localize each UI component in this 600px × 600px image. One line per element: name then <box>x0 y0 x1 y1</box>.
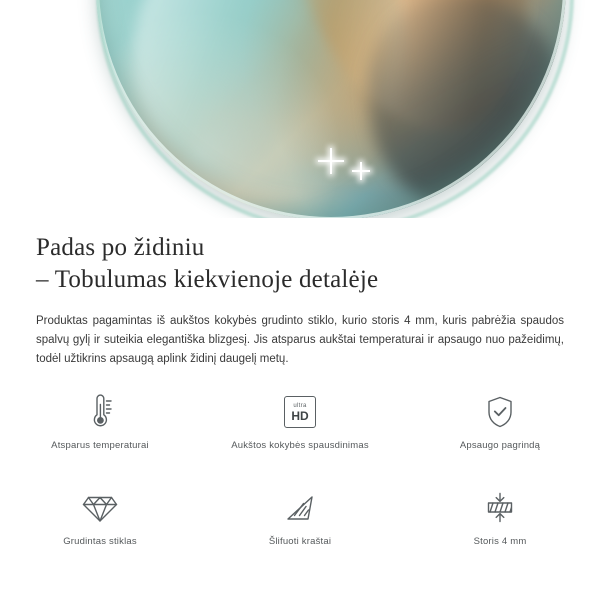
ultra-hd-icon <box>284 390 316 434</box>
headline-line-1: Padas po židiniu <box>36 234 205 261</box>
page-title <box>0 218 600 296</box>
feature-label: Storis 4 mm <box>473 536 527 547</box>
feature-label: Apsaugo pagrindą <box>459 440 541 451</box>
ultra-hd-badge-top: ultra <box>293 402 307 409</box>
ultra-hd-badge-bottom: HD <box>291 408 309 423</box>
feature-item-polished-edges <box>200 486 400 564</box>
round-glass-pad-image <box>96 0 566 218</box>
polished-edges-icon <box>281 486 319 530</box>
thickness-arrows-icon <box>481 486 519 530</box>
headline-line-2: – Tobulumas kiekvienoje detalėje <box>36 266 379 293</box>
body-paragraph: Produktas pagamintas iš aukštos kokybės grudinto stiklo, kurio storis 4 mm, kuris pabrėžia spaudos spalvų gylį ir suteikia elegantiška blizgesį. Jis atsparus aukštai temperaturai ir apsaugo nuo pažeidimų, todėl užtikrins apsaugą aplink židinį daugelį metų. <box>36 315 564 365</box>
feature-label: Aukštos kokybės spausdinimas <box>231 440 369 451</box>
feature-item-surface-protection <box>400 390 600 468</box>
feature-label: Šlifuoti kraštai <box>268 536 332 547</box>
feature-item-temperature <box>0 390 200 468</box>
feature-item-print-quality <box>200 390 400 468</box>
text-content <box>0 218 600 369</box>
feature-item-thickness <box>400 486 600 564</box>
diamond-icon <box>80 486 120 530</box>
shield-check-icon <box>483 390 517 434</box>
feature-grid <box>0 390 600 564</box>
thermometer-icon <box>83 390 117 434</box>
feature-label: Atsparus temperaturai <box>51 440 149 451</box>
feature-label: Grudintas stiklas <box>63 536 137 547</box>
feature-item-tempered-glass <box>0 486 200 564</box>
hero-image <box>0 0 600 218</box>
